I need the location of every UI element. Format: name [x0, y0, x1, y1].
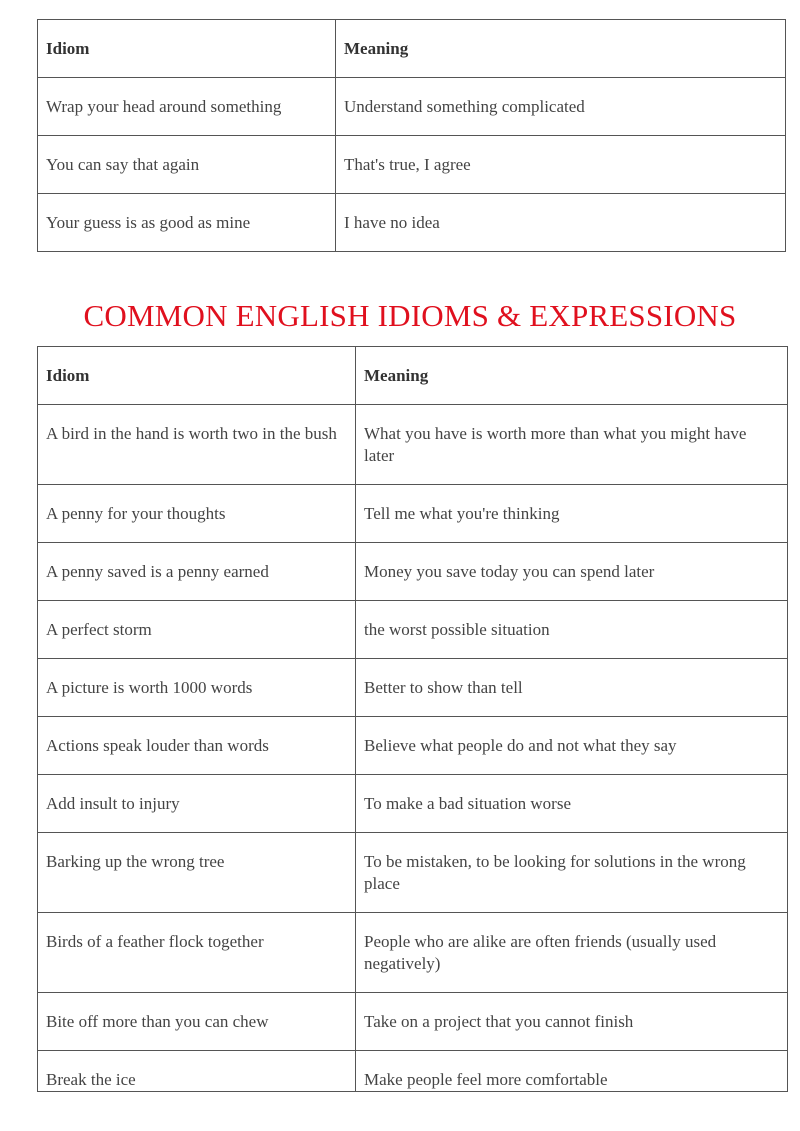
meaning-cell: People who are alike are often friends (usually used negatively) — [356, 913, 788, 993]
idiom-cell: Wrap your head around something — [38, 78, 336, 136]
idiom-cell: Birds of a feather flock together — [38, 913, 356, 993]
table-header-row — [38, 347, 788, 405]
idioms-table-main — [37, 346, 788, 1092]
meaning-cell: the worst possible situation — [356, 601, 788, 659]
meaning-cell: Take on a project that you cannot finish — [356, 993, 788, 1051]
idiom-cell: A picture is worth 1000 words — [38, 659, 356, 717]
idiom-cell: A penny for your thoughts — [38, 485, 356, 543]
meaning-cell: To be mistaken, to be looking for solutions in the wrong place — [356, 833, 788, 913]
table-row — [38, 194, 786, 252]
meaning-cell: What you have is worth more than what you might have later — [356, 405, 788, 485]
meaning-cell: That's true, I agree — [336, 136, 786, 194]
header-meaning: Meaning — [356, 347, 788, 405]
table-row — [38, 601, 788, 659]
header-meaning: Meaning — [336, 20, 786, 78]
table-row — [38, 717, 788, 775]
idiom-cell: A bird in the hand is worth two in the bush — [38, 405, 356, 485]
header-idiom: Idiom — [38, 20, 336, 78]
meaning-cell: Make people feel more comfortable — [356, 1051, 788, 1092]
table-header-row — [38, 20, 786, 78]
table-row — [38, 405, 788, 485]
table-row — [38, 775, 788, 833]
table-row — [38, 543, 788, 601]
idioms-table-top — [37, 19, 786, 252]
meaning-cell: Believe what people do and not what they say — [356, 717, 788, 775]
header-idiom: Idiom — [38, 347, 356, 405]
section-title: COMMON ENGLISH IDIOMS & EXPRESSIONS — [83, 298, 737, 333]
table-row — [38, 833, 788, 913]
idiom-cell: A perfect storm — [38, 601, 356, 659]
table-row — [38, 78, 786, 136]
idiom-cell: You can say that again — [38, 136, 336, 194]
meaning-cell: Tell me what you're thinking — [356, 485, 788, 543]
table-row — [38, 913, 788, 993]
idiom-cell: Bite off more than you can chew — [38, 993, 356, 1051]
meaning-cell: I have no idea — [336, 194, 786, 252]
meaning-cell: Money you save today you can spend later — [356, 543, 788, 601]
table-row — [38, 136, 786, 194]
idiom-cell: Break the ice — [38, 1051, 356, 1092]
meaning-cell: Understand something complicated — [336, 78, 786, 136]
table-row — [38, 993, 788, 1051]
meaning-cell: To make a bad situation worse — [356, 775, 788, 833]
table-row — [38, 485, 788, 543]
table-row — [38, 659, 788, 717]
idiom-cell: Barking up the wrong tree — [38, 833, 356, 913]
idiom-cell: Your guess is as good as mine — [38, 194, 336, 252]
idiom-cell: Add insult to injury — [38, 775, 356, 833]
meaning-cell: Better to show than tell — [356, 659, 788, 717]
idiom-cell: A penny saved is a penny earned — [38, 543, 356, 601]
idiom-cell: Actions speak louder than words — [38, 717, 356, 775]
table-row — [38, 1051, 788, 1092]
